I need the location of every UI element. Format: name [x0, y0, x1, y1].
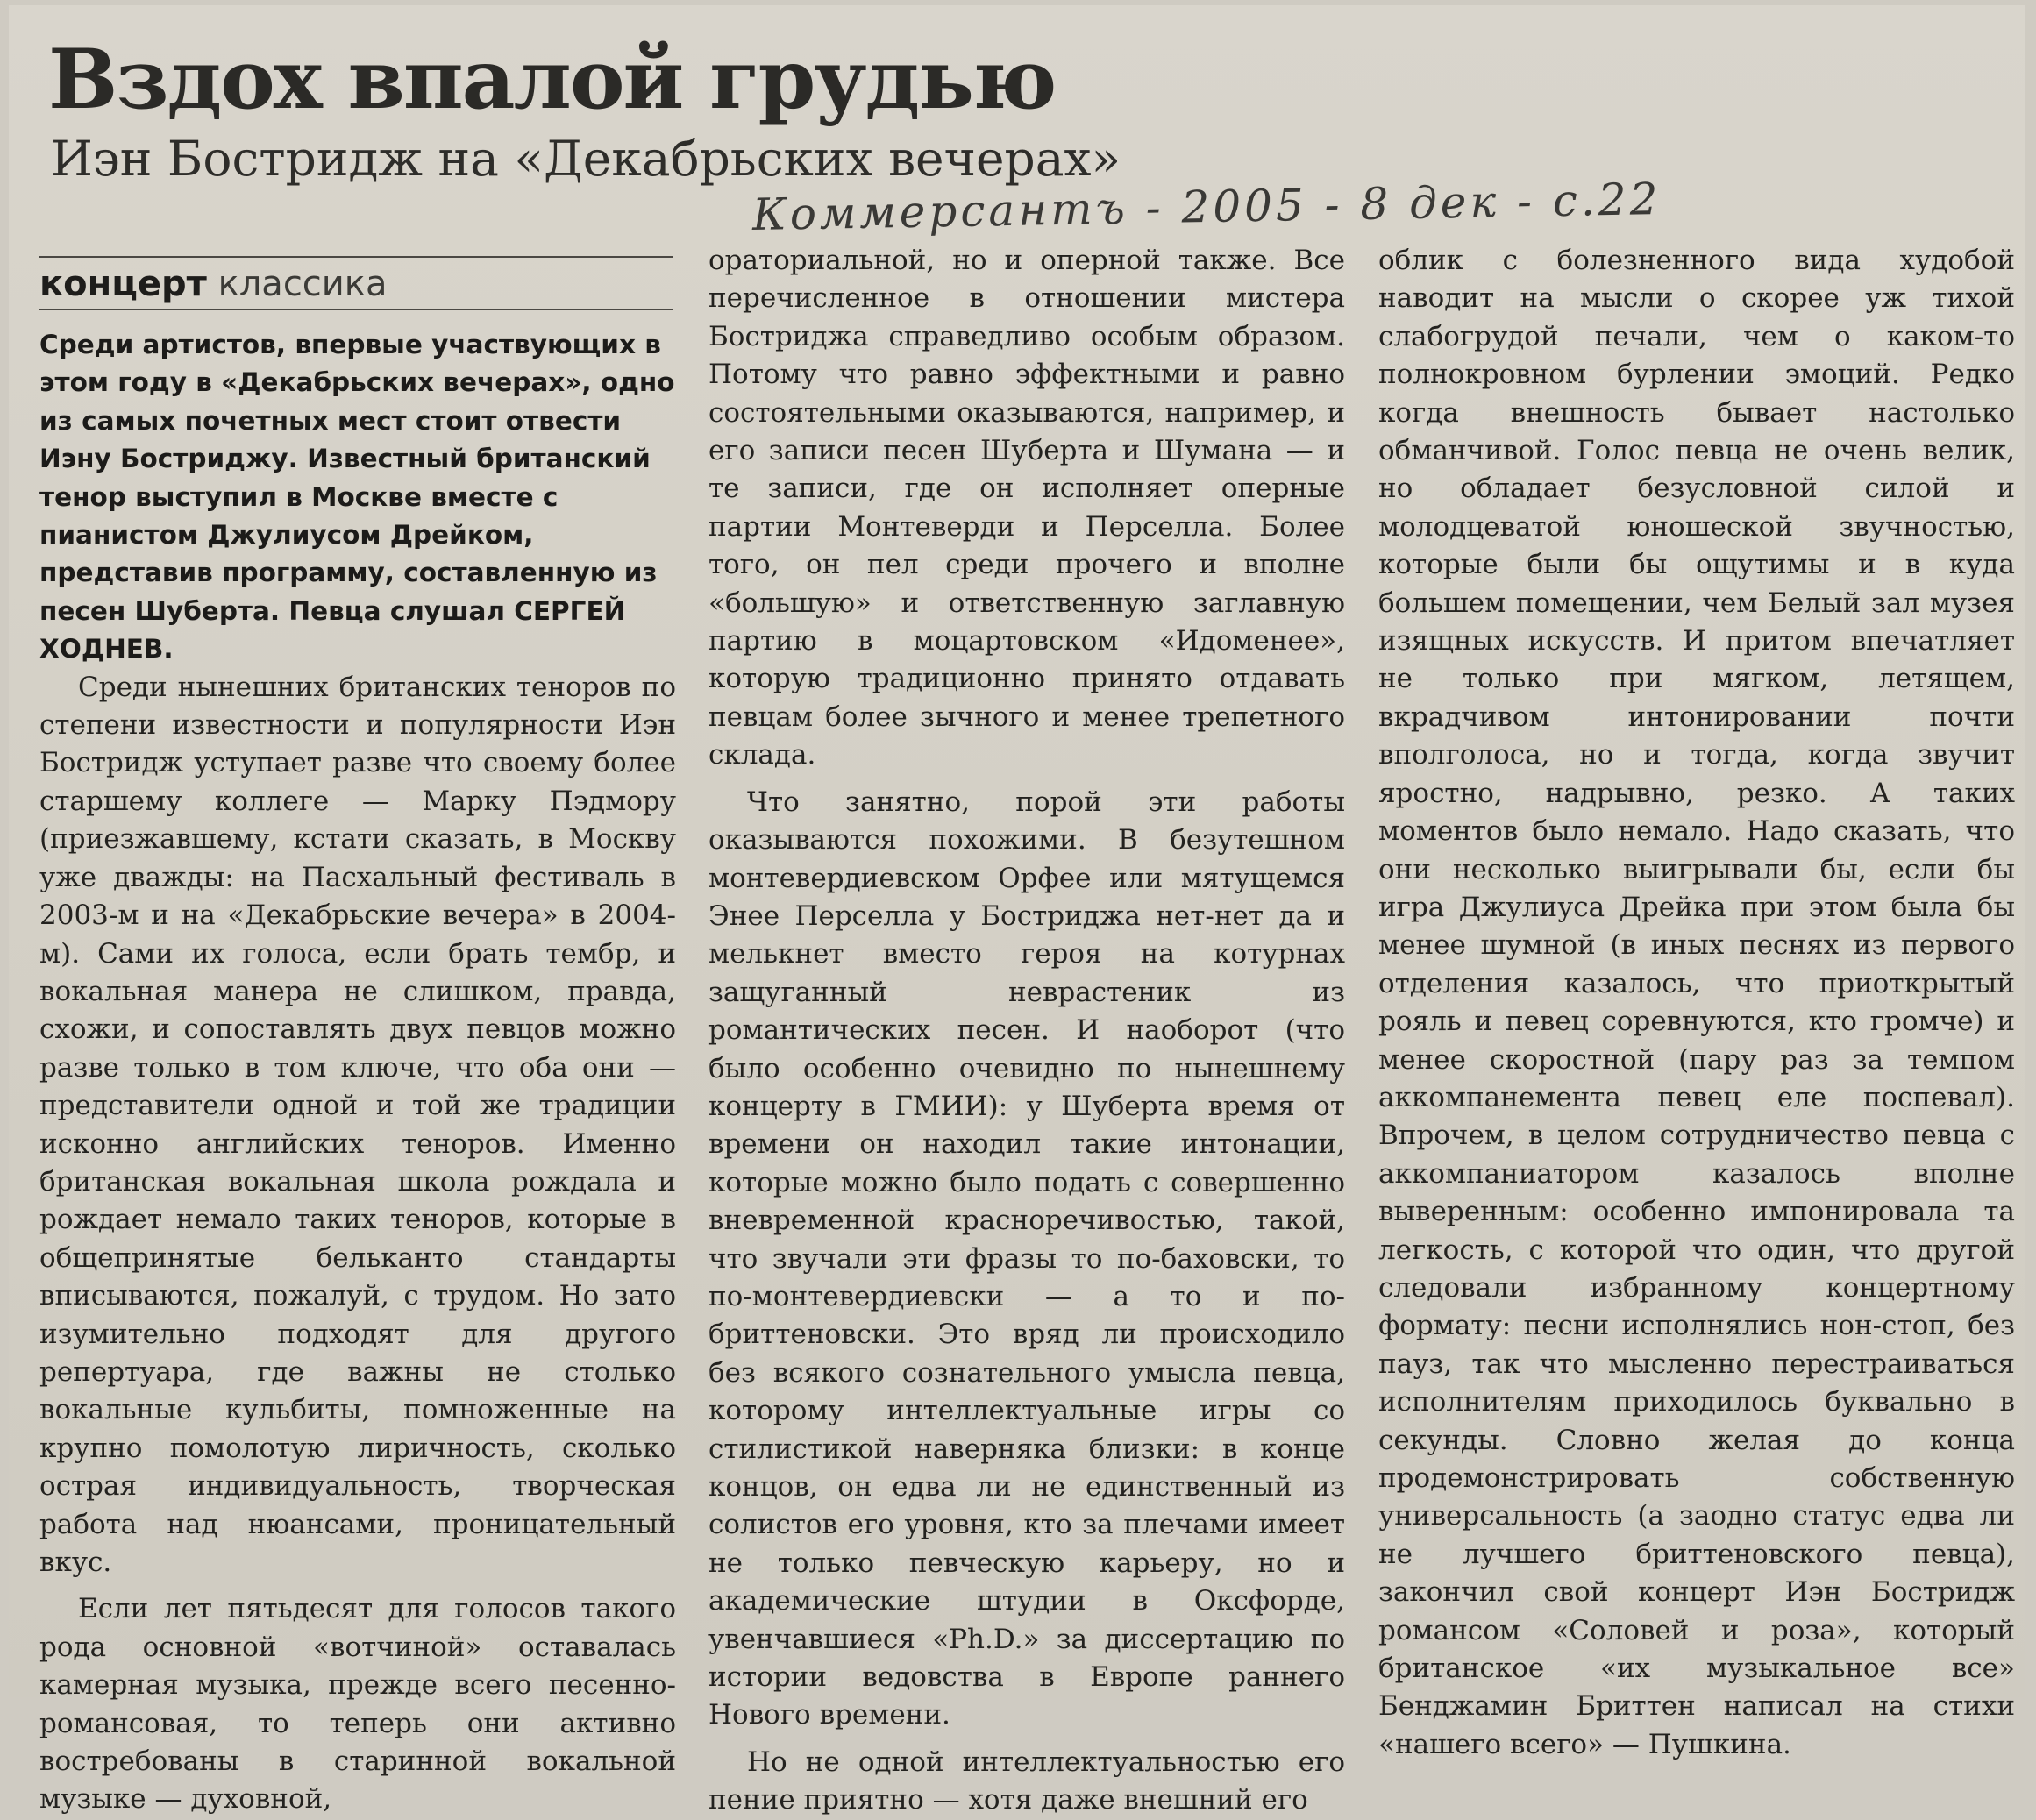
rubric-category: концерт: [39, 264, 207, 304]
body-paragraph: Но не одной интеллектуальностью его пение приятно — хотя даже внешний его: [708, 1745, 1345, 1816]
body-paragraph: ораториальной, но и оперной также. Все перечисленное в отношении мистера Бостриджа справедливо особым образом. Потому что равно эффектными и равно состоятельными оказываются, например, и его записи песен Шуберта и Шумана — и те записи, где он исполняет оперные партии Монтеверди и Перселла. Более того, он пел среди прочего и вполне «большую» и ответственную заглавную партию в моцартовском «Идоменее», которую традиционно принято отдавать певцам более зычного и менее трепетного склада.: [708, 245, 1345, 771]
body-paragraph: Что занятно, порой эти работы оказываются похожими. В безутешном монтевердиевском Орфее или мятущемся Энее Перселла у Бостриджа нет-нет да и мелькнет вместо героя на котурнах защуганный неврастеник из романтических песен. И наоборот (что было особенно очевидно по нынешнему концерту в ГМИИ): у Шуберта время от времени он находил такие интонации, которые можно было подать с совершенно вневременной красноречивостью, такой, что звучали эти фразы то по-баховски, то по-монтевердиевски — а то и по-бриттеновски. Это вряд ли происходило без всякого сознательного умысла певца, которому интеллектуальные игры со стилистикой наверняка близки: в конце концов, он едва ли не единственный из солистов его уровня, кто за плечами имеет не только певческую карьеру, но и академические штудии в Оксфорде, увенчавшиеся «Ph.D.» за диссертацию по истории ведовства в Европе раннего Нового времени.: [708, 786, 1345, 1731]
body-paragraph: Если лет пятьдесят для голосов такого рода основной «вотчиной» оставалась камерная музыка, прежде всего песенно-романсовая, то теперь они активно востребованы в старинной вокальной музыке — духовной,: [39, 1593, 676, 1816]
article-lead: Среди артистов, впервые участвующих в этом году в «Декабрьских вечерах», одно из самых почетных мест стоит отвести Иэну Бостриджу. Известный британский тенор выступил в Москве вместе с пианистом Джулиусом Дрейком, представив программу, составленную из песен Шуберта. Певца слушал СЕРГЕЙ ХОДНЕВ.: [39, 330, 675, 665]
column-1: [39, 326, 676, 1819]
rubric: [39, 261, 387, 307]
rubric-top-rule: [39, 256, 673, 258]
body-paragraph: Среди нынешних британских теноров по степени известности и популярности Иэн Бостридж уступает разве что своему более старшему коллеге — Марку Пэдмору (приезжавшему, кстати сказать, в Москву уже дважды: на Пасхальный фестиваль в 2003-м и на «Декабрьские вечера» в 2004-м). Сами их голоса, если брать тембр, и вокальная манера не слишком, правда, схожи, и сопоставлять двух певцов можно разве только в том ключе, что оба они — представители одной и той же традиции исконно английских теноров. Именно британская вокальная школа рождала и рождает немало таких теноров, которые в общепринятые бельканто стандарты вписываются, пожалуй, с трудом. Но зато изумительно подходят для другого репертуара, где важны не столько вокальные кульбиты, помноженные на крупно помолотую лиричность, сколько острая индивидуальность, творческая работа над нюансами, проницательный вкус.: [39, 671, 676, 1578]
article-headline: Вздох впалой грудью: [48, 32, 1056, 128]
body-paragraph: облик с болезненного вида худобой наводит на мысли о скорее уж тихой слабогрудой печали, чем о каком-то полнокровном бурлении эмоций. Редко когда внешность бывает настолько обманчивой. Голос певца не очень велик, но обладает безусловной силой и молодцеватой юношеской звучностью, которые были бы ощутимы и в куда большем помещении, чем Белый зал музея изящных искусств. И притом впечатляет не только при мягком, летящем, вкрадчивом интонировании почти вполголоса, но и тогда, когда звучит яростно, надрывно, резко. А таких моментов было немало. Надо сказать, что они несколько выигрывали бы, если бы игра Джулиуса Дрейка при этом была бы менее шумной (в иных песнях из первого отделения казалось, что приоткрытый рояль и певец соревнуются, кто громче) и менее скоростной (пару раз за темпом аккомпанемента певец еле поспевал). Впрочем, в целом сотрудничество певца с аккомпаниатором казалось вполне выверенным: особенно импонировала та легкость, с которой что один, что другой следовали избранному концертному формату: песни исполнялись нон-стоп, без пауз, так что мысленно перестраиваться исполнителям приходилось буквально в секунды. Словно желая до конца продемонстрировать собственную универсальность (а заодно статус едва ли не лучшего бриттеновского певца), закончил свой концерт Иэн Бостридж романсом «Соловей и роза», который британское «их музыкальное все» Бенджамин Бриттен написал на стихи «нашего всего» — Пушкина.: [1378, 245, 2015, 1760]
article-subtitle: Иэн Бостридж на «Декабрьских вечерах»: [51, 131, 1121, 187]
handwritten-source-note: Коммерсантъ - 2005 - 8 дек - с.22: [751, 173, 1662, 241]
column-2: [708, 242, 1345, 1820]
column-3: [1378, 242, 2015, 1764]
rubric-bottom-rule: [39, 309, 673, 310]
rubric-subcategory: классика: [217, 264, 388, 304]
